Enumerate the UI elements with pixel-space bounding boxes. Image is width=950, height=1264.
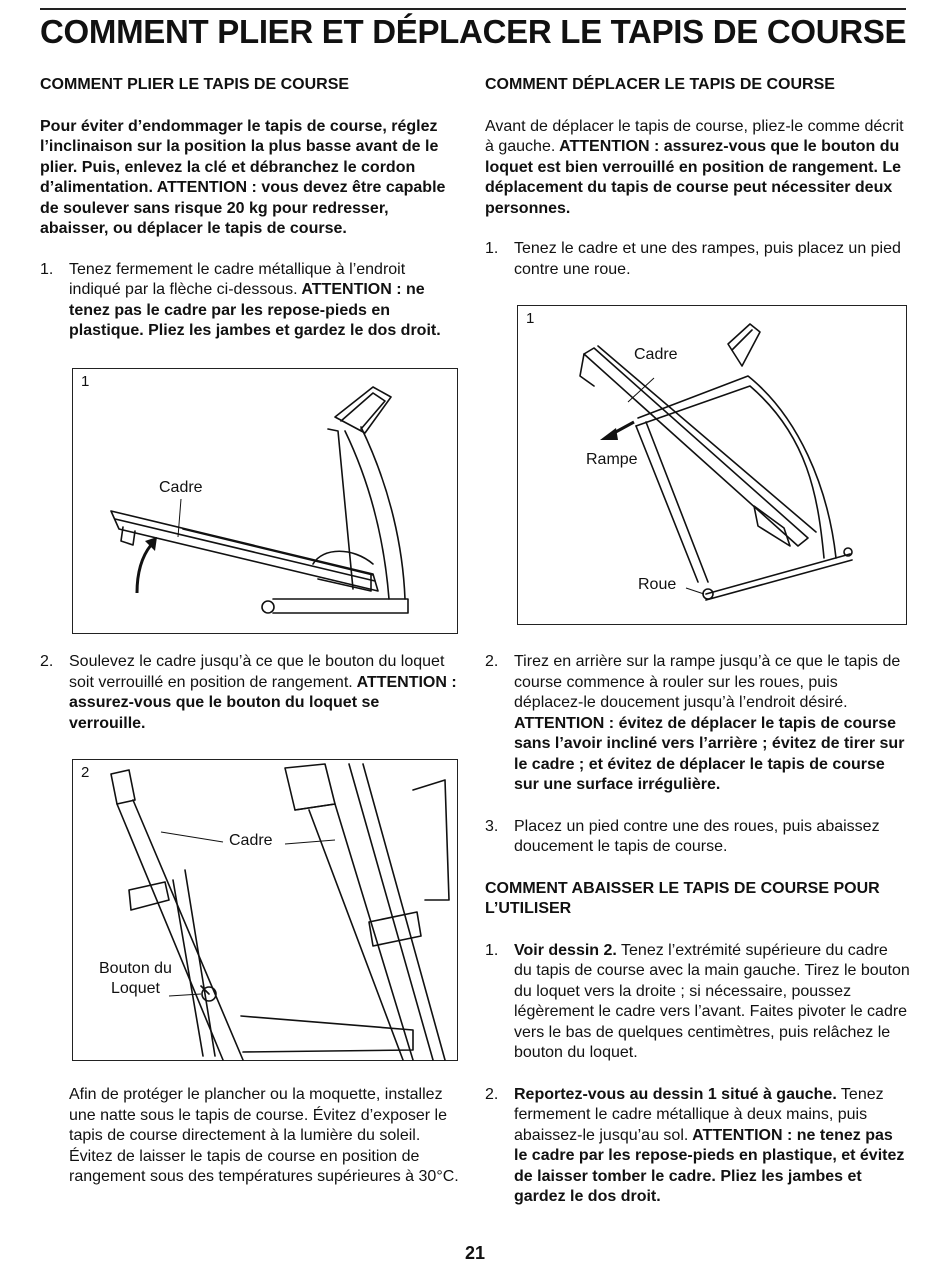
figure-fold-2 <box>72 759 458 1061</box>
move-intro-warning: ATTENTION : assurez-vous que le bouton du loquet est bien verrouillé en position de rangement. Le déplacement du tapis de course peut nécessiter deux personnes. <box>485 138 902 217</box>
treadmill-upright-illustration <box>518 306 908 626</box>
fold-heading: COMMENT PLIER LE TAPIS DE COURSE <box>40 76 350 93</box>
fold-step-2 <box>40 652 460 734</box>
latch-illustration <box>73 760 459 1062</box>
figure-move-1 <box>517 305 907 625</box>
step-number: 2. <box>485 1085 499 1103</box>
step-text: Tenez le cadre et une des rampes, puis placez un pied contre une roue. <box>514 240 901 278</box>
step-text: Tirez en arrière sur la rampe jusqu’à ce que le tapis de course commence à rouler sur les roues, puis déplacez-le doucement jusqu’à l’endroit désiré. <box>514 653 901 711</box>
move-intro-text: Avant de déplacer le tapis de course, pliez-le comme décrit à gauche. <box>485 117 904 155</box>
move-heading: COMMENT DÉPLACER LE TAPIS DE COURSE <box>485 76 835 93</box>
right-lower-block <box>485 652 910 1208</box>
label-cadre: Cadre <box>634 346 678 363</box>
figure-number: 1 <box>526 310 535 327</box>
step-number: 1. <box>485 941 499 959</box>
figure-fold-1 <box>72 368 458 634</box>
move-step-1 <box>485 239 910 280</box>
page-number: 21 <box>464 1243 486 1263</box>
label-bouton: Bouton du <box>99 960 172 977</box>
label-rampe: Rampe <box>586 451 638 468</box>
figure-number: 1 <box>81 373 90 390</box>
label-loquet: Loquet <box>111 980 160 997</box>
label-roue: Roue <box>638 576 677 593</box>
label-cadre: Cadre <box>229 832 273 849</box>
step-text: Soulevez le cadre jusqu’à ce que le bouton du loquet soit verrouillé en position de rangement. <box>69 653 445 691</box>
lower-step-1 <box>485 941 910 1064</box>
figure-number: 2 <box>81 764 90 781</box>
step-number: 3. <box>485 817 499 835</box>
treadmill-illustration <box>73 369 459 635</box>
step-warning: ATTENTION : ne tenez pas le cadre par les repose-pieds en plastique. Pliez les jambes et gardez le dos droit. <box>69 281 441 339</box>
step-lead: Reportez-vous au dessin 1 situé à gauche. <box>514 1085 837 1103</box>
move-step-3 <box>485 817 910 858</box>
lower-heading: COMMENT ABAISSER LE TAPIS DE COURSE POUR L’UTILISER <box>485 879 880 917</box>
lower-step-2 <box>485 1085 910 1208</box>
step-number: 2. <box>40 653 54 670</box>
step-text: Tenez l’extrémité supérieure du cadre du tapis de course avec la main gauche. Tirez le bouton du loquet vers la droite ; si nécessaire, poussez légèrement le cadre vers l’avant. Faites pivoter le cadre vers le bas de quelques centimètres, puis relâchez le bouton du loquet. <box>514 941 910 1061</box>
step-text: Tenez fermement le cadre métallique à l’endroit indiqué par la flèche ci-dessous. <box>69 260 406 298</box>
left-column <box>40 75 460 342</box>
step-warning: ATTENTION : assurez-vous que le bouton du loquet se verrouille. <box>69 673 457 732</box>
page-title: COMMENT PLIER ET DÉPLACER LE TAPIS DE COURSE <box>40 13 907 50</box>
step-warning: ATTENTION : ne tenez pas le cadre par les repose-pieds en plastique, et évitez de laisser tomber le cadre. Pliez les jambes et gardez le dos droit. <box>514 1126 905 1205</box>
storage-note-text: Afin de protéger le plancher ou la moquette, installez une natte sous le tapis de course. Évitez d’exposer le tapis de course directement à la lumière du soleil. Évitez de laisser le tapis de course en position de rangement sous des températures supérieures à 30°C. <box>69 1086 459 1185</box>
move-intro <box>485 117 910 220</box>
step-text: Tenez fermement le cadre métallique à deux mains, puis abaissez-le jusqu’au sol. <box>514 1085 884 1144</box>
left-step-2-block <box>40 652 460 734</box>
step-number: 2. <box>485 653 499 670</box>
move-step-2 <box>485 652 910 796</box>
step-number: 1. <box>485 240 499 257</box>
step-number: 1. <box>40 260 54 278</box>
right-column <box>485 75 910 280</box>
storage-note <box>69 1085 461 1188</box>
step-warning: ATTENTION : évitez de déplacer le tapis de course sans l’avoir incliné vers l’arrière ; évitez de tirer sur le cadre ; et évitez de déplacer le tapis de course sur une surface irrégulière. <box>514 714 905 793</box>
fold-step-1 <box>40 260 460 342</box>
fold-intro: Pour éviter d’endommager le tapis de course, réglez l’inclinaison sur la position la plus basse avant de le plier. Puis, enlevez la clé et débranchez le cordon d’alimentation. ATTENTION : vous devez être capable de soulever sans risque 20 kg pour redresser, abaisser, ou déplacer le tapis de course. <box>40 117 446 237</box>
step-text: Placez un pied contre une des roues, puis abaissez doucement le tapis de course. <box>514 817 880 855</box>
label-cadre: Cadre <box>159 479 203 496</box>
step-lead: Voir dessin 2. <box>514 941 617 959</box>
